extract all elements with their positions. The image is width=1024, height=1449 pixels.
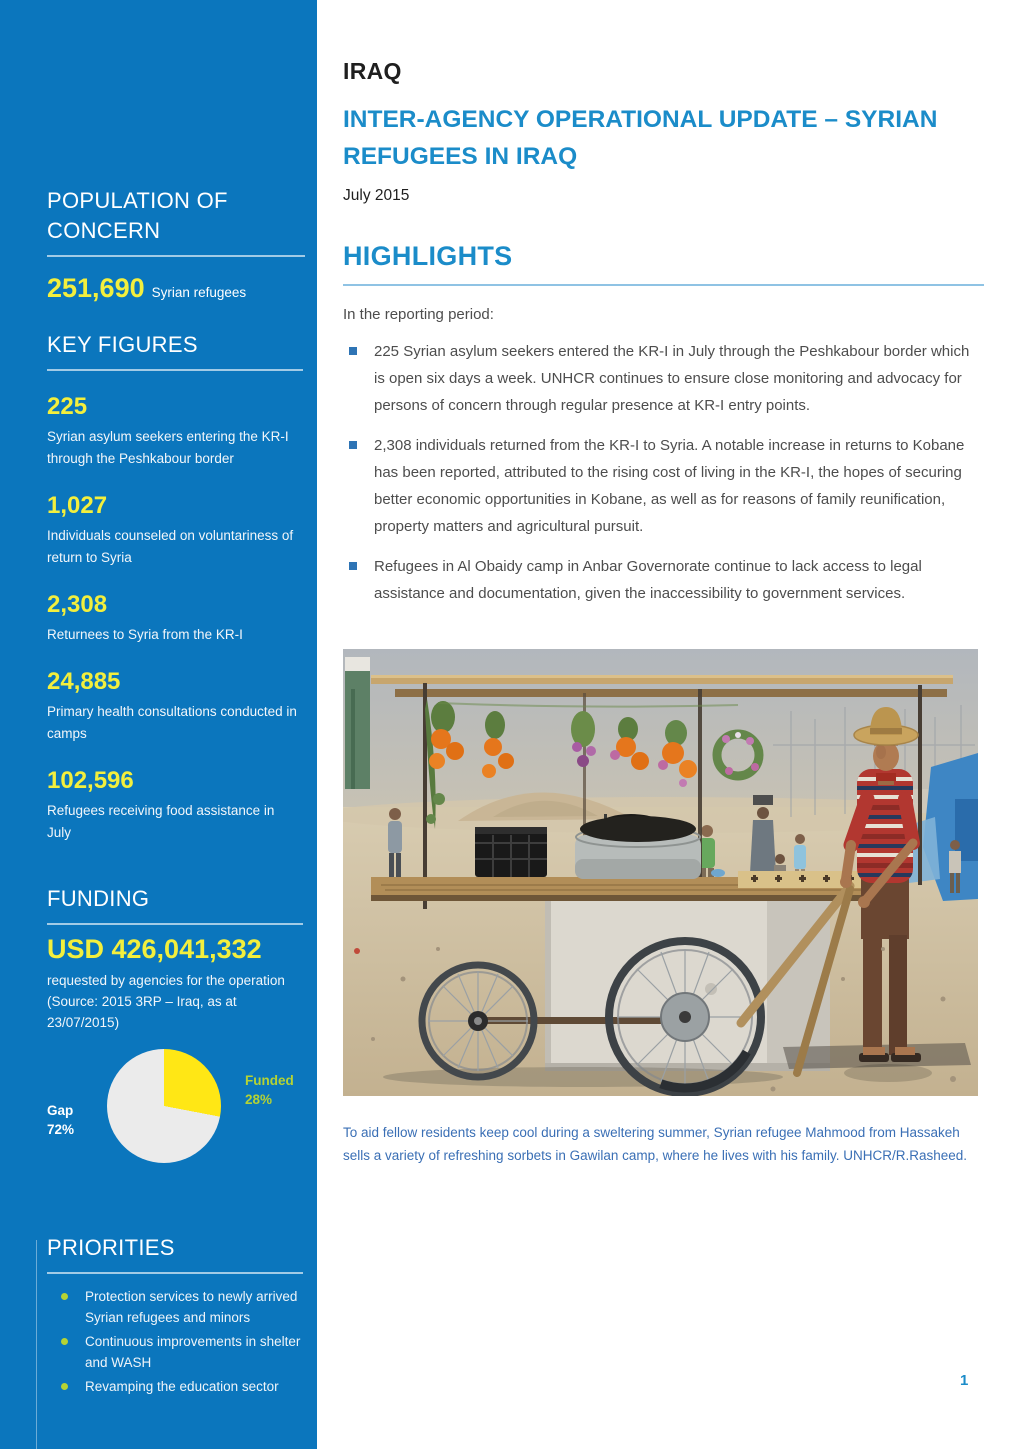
document-date: July 2015 bbox=[343, 187, 410, 204]
main-content bbox=[343, 0, 984, 1167]
gap-pct: 72% bbox=[47, 1122, 75, 1137]
key-figure-label: Primary health consultations conducted in camps bbox=[47, 704, 297, 741]
key-figure-asylum-seekers bbox=[47, 393, 303, 470]
funding-pie bbox=[107, 1049, 221, 1163]
key-figure-label: Syrian asylum seekers entering the KR-I through the Peshkabour border bbox=[47, 429, 289, 466]
gap-label: Gap bbox=[47, 1103, 74, 1118]
population-figure bbox=[47, 273, 303, 304]
funding-heading: FUNDING bbox=[47, 884, 303, 925]
key-figure-value: 24,885 bbox=[47, 668, 121, 695]
key-figure-returnees bbox=[47, 591, 303, 646]
sidebar bbox=[0, 0, 317, 1449]
vendor-photo bbox=[343, 649, 978, 1096]
funding-amount: USD 426,041,332 bbox=[47, 934, 262, 964]
priorities-divider-line bbox=[36, 1240, 37, 1449]
highlights-heading: HIGHLIGHTS bbox=[343, 241, 984, 286]
population-unit: Syrian refugees bbox=[151, 285, 247, 300]
funded-pct: 28% bbox=[245, 1092, 273, 1107]
key-figure-food bbox=[47, 767, 303, 844]
key-figure-value: 2,308 bbox=[47, 591, 108, 618]
key-figure-label: Returnees to Syria from the KR-I bbox=[47, 627, 243, 642]
priority-item: Revamping the education sector bbox=[57, 1376, 305, 1397]
key-figure-value: 225 bbox=[47, 393, 88, 420]
key-figure-counseled bbox=[47, 492, 303, 569]
highlight-item: 225 Syrian asylum seekers entered the KR-I in July through the Peshkabour border which is open six days a week. UNHCR continues to ensure close monitoring and advocacy for persons of concern through regular presence at KR-I entry points. bbox=[343, 338, 984, 419]
highlights-list bbox=[343, 338, 984, 607]
key-figure-label: Refugees receiving food assistance in July bbox=[47, 803, 275, 840]
pie-label-funded bbox=[245, 1071, 294, 1109]
document-title: INTER-AGENCY OPERATIONAL UPDATE – SYRIAN REFUGEES IN IRAQ bbox=[343, 106, 938, 170]
population-value: 251,690 bbox=[47, 273, 145, 303]
population-of-concern-heading: POPULATION OF CONCERN bbox=[47, 186, 305, 257]
key-figures-heading: KEY FIGURES bbox=[47, 330, 303, 371]
funding-pie-chart bbox=[47, 1049, 303, 1171]
funded-label: Funded bbox=[245, 1073, 294, 1088]
key-figure-health bbox=[47, 668, 303, 745]
highlights-intro: In the reporting period: bbox=[343, 306, 494, 323]
left-wheel bbox=[422, 965, 534, 1077]
key-figure-value: 1,027 bbox=[47, 492, 108, 519]
highlight-item: Refugees in Al Obaidy camp in Anbar Governorate continue to lack access to legal assistance and documentation, given the inaccessibility to government services. bbox=[343, 553, 984, 607]
highlight-item: 2,308 individuals returned from the KR-I to Syria. A notable increase in returns to Kobane has been reported, attributed to the rising cost of living in the KR-I, the hopes of securing better economic opportunities in Kobane, as well as for reasons of family reunification, property matters and agricultural pursuit. bbox=[343, 432, 984, 540]
country-title: IRAQ bbox=[343, 58, 402, 84]
priority-item: Continuous improvements in shelter and WASH bbox=[57, 1331, 305, 1373]
priorities-list bbox=[57, 1286, 303, 1397]
page-number: 1 bbox=[960, 1372, 969, 1389]
key-figure-value: 102,596 bbox=[47, 767, 134, 794]
key-figure-label: Individuals counseled on voluntariness of return to Syria bbox=[47, 528, 294, 565]
funding-note: requested by agencies for the operation (Source: 2015 3RP – Iraq, as at 23/07/2015) bbox=[47, 973, 285, 1030]
photo-caption: To aid fellow residents keep cool during a sweltering summer, Syrian refugee Mahmood from Hassakeh sells a variety of refreshing sorbets in Gawilan camp, where he lives with his family. UNHCR/R.Rasheed. bbox=[343, 1125, 967, 1163]
pie-label-gap bbox=[47, 1101, 74, 1139]
priorities-heading: PRIORITIES bbox=[47, 1233, 303, 1274]
priority-item: Protection services to newly arrived Syrian refugees and minors bbox=[57, 1286, 305, 1328]
